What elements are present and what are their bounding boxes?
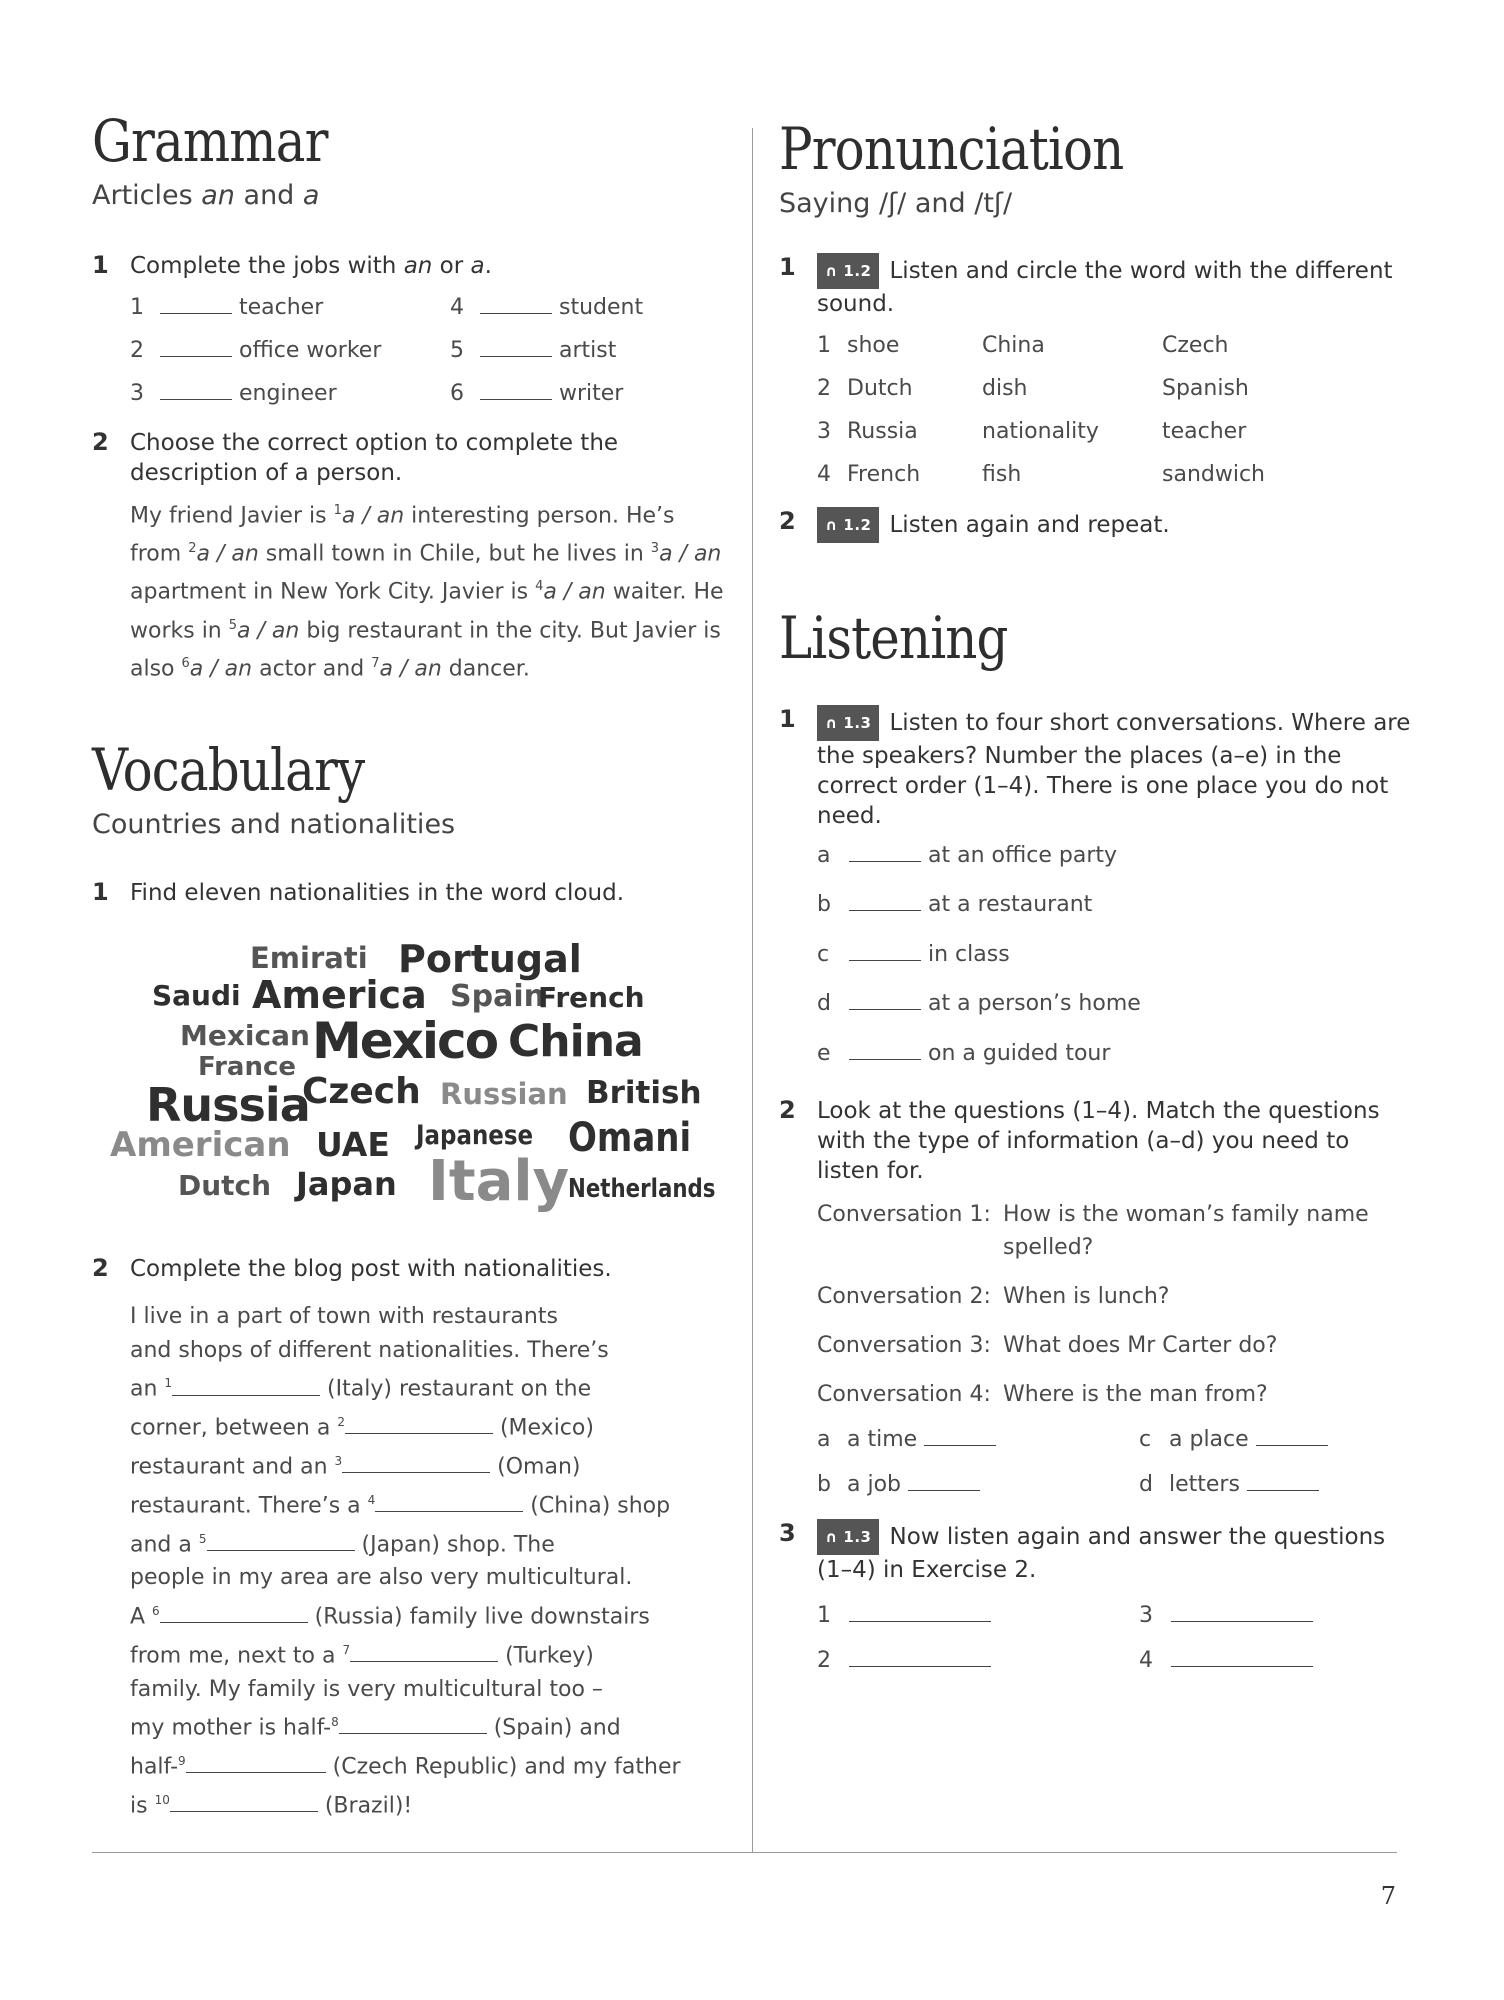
cloud-word: Italy	[428, 1149, 570, 1215]
answer-blank[interactable]	[849, 1009, 921, 1010]
word-option[interactable]: Dutch	[847, 375, 913, 401]
conversation-row: Conversation 1: How is the woman’s family name spelled?	[817, 1202, 1369, 1261]
answer-blank[interactable]	[172, 1395, 320, 1396]
word-option[interactable]: Russia	[847, 418, 918, 444]
answer-blank[interactable]	[849, 1059, 921, 1060]
cloud-word: Omani	[568, 1115, 692, 1162]
cloud-word: Mexico	[312, 1012, 498, 1071]
cloud-word: American	[110, 1125, 291, 1166]
page-number: 7	[1380, 1882, 1396, 1910]
option-choice[interactable]: a / an	[189, 656, 253, 682]
listening-exercise-1: 1 ∩ 1.3 Listen to four short conversations. Where are the speakers? Number the places (a–e) in the correct order (1–4). There is one place you do not need. a at an office party b at a restaurant c in class d at a person’s home e on a guided tour	[779, 705, 1419, 1091]
cloud-word: Russian	[440, 1077, 568, 1112]
answer-blank[interactable]	[160, 399, 232, 400]
grammar-title: Grammar	[92, 107, 328, 175]
word-option[interactable]: shoe	[847, 332, 900, 358]
cloud-word: British	[586, 1075, 702, 1112]
footer-rule	[92, 1852, 1397, 1853]
word-option[interactable]: nationality	[982, 418, 1099, 444]
answer-blank[interactable]	[339, 1733, 487, 1734]
answer-blank[interactable]	[849, 910, 921, 911]
listening-section	[779, 603, 1419, 1674]
vocabulary-exercise-1: 1 Find eleven nationalities in the word cloud.	[92, 878, 625, 907]
cloud-word: France	[198, 1052, 297, 1083]
cloud-word: America	[252, 973, 427, 1018]
audio-track-icon[interactable]: ∩ 1.2	[817, 507, 879, 543]
pronunciation-exercise-1: 1 ∩ 1.2 Listen and circle the word with the different sound. 1 shoe China Czech 2 Dutch dish Spanish 3 Russia nationality teacher 4 French fish sandwich	[779, 253, 1419, 487]
listening-exercise-3: 3 ∩ 1.3 Now listen again and answer the questions (1–4) in Exercise 2. 1 3 2 4	[779, 1519, 1419, 1673]
word-option[interactable]: dish	[982, 375, 1028, 401]
cloud-word: Japanese	[416, 1120, 534, 1152]
vocabulary-section	[92, 736, 732, 1822]
conversation-row: Conversation 3: What does Mr Carter do?	[817, 1333, 1278, 1359]
grammar-subtitle: Articles an and a	[92, 179, 320, 211]
word-table: 1 shoe China Czech 2 Dutch dish Spanish 3 Russia nationality teacher 4 French fish sandwich	[817, 333, 1419, 487]
option-choice[interactable]: a / an	[543, 579, 606, 605]
cloud-word: Dutch	[178, 1169, 272, 1203]
cloud-word: Netherlands	[568, 1174, 716, 1205]
word-cloud	[110, 922, 730, 1215]
option-choice[interactable]: a / an	[341, 503, 405, 529]
list-item: c in class	[817, 941, 1010, 967]
grammar-exercise-2: 2 Choose the correct option to complete the description of a person. My friend Javier is $^1$a / an interesting person. He’s from $^2$a / an small town in Chile, but he lives in $^3$a / an apartment in New York City. Javier is $^4$a / an waiter. He works in $^5$a / an big restaurant in the city. But Javier is also $^6$a / an actor and $^7$a / an dancer.	[92, 428, 732, 686]
list-item: a at an office party	[817, 842, 1118, 868]
listening-title: Listening	[779, 603, 1008, 672]
word-option[interactable]: French	[847, 461, 921, 487]
answer-blank[interactable]	[924, 1445, 996, 1446]
cloud-word: Emirati	[250, 941, 368, 976]
javier-paragraph: My friend Javier is $^1$a / an interesting person. He’s from $^2$a / an small town in Chile, but he lives in $^3$a / an apartment in New York City. Javier is $^4$a / an waiter. He works in $^5$a / an big restaurant in the city. But Javier is also $^6$a / an actor and $^7$a / an dancer.	[130, 502, 724, 682]
cloud-word: Mexican	[180, 1019, 310, 1053]
answer-blank[interactable]	[1171, 1621, 1313, 1622]
cloud-word: UAE	[316, 1125, 390, 1165]
answer-blank[interactable]	[160, 356, 232, 357]
cloud-word: Saudi	[152, 979, 241, 1013]
answer-blank[interactable]	[1256, 1445, 1328, 1446]
list-item: b at a restaurant	[817, 892, 1093, 918]
list-item: e on a guided tour	[817, 1040, 1111, 1066]
option-choice[interactable]: a / an	[659, 541, 722, 567]
pronunciation-section	[779, 115, 1419, 543]
word-option[interactable]: teacher	[1162, 418, 1247, 444]
vocabulary-subtitle: Countries and nationalities	[92, 809, 456, 841]
answer-blank[interactable]	[345, 1433, 493, 1434]
option-choice[interactable]: a / an	[196, 541, 259, 567]
answer-blank[interactable]	[908, 1490, 980, 1491]
pronunciation-subtitle: Saying /ʃ/ and /tʃ/	[779, 187, 1013, 219]
left-column	[92, 107, 732, 1823]
audio-track-icon[interactable]: ∩ 1.3	[817, 1519, 879, 1555]
answer-blank[interactable]	[480, 399, 552, 400]
answer-blank[interactable]	[1171, 1666, 1313, 1667]
right-column	[779, 115, 1419, 1674]
cloud-word: Japan	[296, 1165, 397, 1204]
answer-blank[interactable]	[350, 1661, 498, 1662]
list-item: d at a person’s home	[817, 991, 1141, 1017]
cloud-word: China	[508, 1016, 643, 1068]
answer-blank[interactable]	[207, 1550, 355, 1551]
grammar-ex2-instruction: Choose the correct option to complete the description of a person.	[130, 429, 619, 486]
answer-blank[interactable]	[849, 1621, 991, 1622]
audio-track-icon[interactable]: ∩ 1.2	[817, 253, 879, 289]
answer-blank[interactable]	[375, 1511, 523, 1512]
listening-exercise-2: 2 Look at the questions (1–4). Match the questions with the type of information (a–d) you need to listen for. Conversation 1: How is the woman’s family name spelled? Conversation 2: When is lunch? Conversation 3: What does Mr Carter do? Conversation 4: Where is the man from? a a time c a place b a job d letters	[779, 1096, 1419, 1497]
answer-blank[interactable]	[170, 1811, 318, 1812]
job-item: 3 engineer	[130, 380, 337, 406]
cloud-word: Czech	[302, 1071, 421, 1113]
job-item: 4 student	[450, 294, 644, 320]
column-divider	[752, 128, 753, 1853]
cloud-word: French	[538, 981, 645, 1015]
conversation-row: Conversation 2: When is lunch?	[817, 1284, 1170, 1310]
audio-track-icon[interactable]: ∩ 1.3	[817, 705, 879, 741]
places-list	[817, 843, 1419, 1091]
info-type-options: a a time c a place b a job d letters	[817, 1427, 1419, 1497]
grammar-ex1-instruction: Complete the jobs with an or a.	[130, 252, 492, 279]
pronunciation-title: Pronunciation	[779, 115, 1124, 183]
grammar-section	[92, 107, 732, 685]
conversation-row: Conversation 4: Where is the man from?	[817, 1382, 1268, 1408]
job-item: 6 writer	[450, 380, 624, 406]
cloud-word: Spain	[450, 979, 545, 1015]
jobs-list	[130, 295, 732, 406]
cloud-word: Russia	[146, 1078, 310, 1133]
cloud-word: Portugal	[398, 937, 582, 982]
vocabulary-exercise-2: 2 Complete the blog post with nationalities. I live in a part of town with restaurants and shops of different nationalities. There’s an $^1$ (Italy) restaurant on the corner, between a $^2$ (Mexico) restaurant and an $^3$ (Oman) restaurant. There’s a $^4$ (China) shop and a $^5$ (Japan) shop. The people in my area are also very multicultural. A $^6$ (Russia) family live downstairs from me, next to a $^7$ (Turkey) family. My family is very multicultural too – my mother is half-$^8$ (Spain) and half-$^9$ (Czech Republic) and my father is $^{10}$ (Brazil)!	[92, 1254, 732, 1822]
vocabulary-title: Vocabulary	[92, 736, 365, 805]
blog-post: I live in a part of town with restaurants and shops of different nationalities. There’s an $^1$ (Italy) restaurant on the corner, between a $^2$ (Mexico) restaurant and an $^3$ (Oman) restaurant. There’s a $^4$ (China) shop and a $^5$ (Japan) shop. The people in my area are also very multicultural. A $^6$ (Russia) family live downstairs from me, next to a $^7$ (Turkey) family. My family is very multicultural too – my mother is half-$^8$ (Spain) and half-$^9$ (Czech Republic) and my father is $^{10}$ (Brazil)!	[130, 1304, 681, 1819]
answer-blank[interactable]	[849, 960, 921, 961]
job-item: 1 teacher	[130, 294, 324, 320]
answer-lines: 1 3 2 4	[817, 1603, 1419, 1673]
word-option[interactable]: Czech	[1162, 332, 1229, 358]
answer-blank[interactable]	[342, 1472, 490, 1473]
word-option[interactable]: Spanish	[1162, 375, 1249, 401]
option-choice[interactable]: a / an	[379, 656, 442, 682]
grammar-exercise-1: 1 Complete the jobs with an or a. 1 teacher 4 student 2 office worker 5 artist 3 engineer 6 writer	[92, 251, 732, 406]
pronunciation-exercise-2: 2 ∩ 1.2 Listen again and repeat.	[779, 507, 1419, 543]
conversation-list	[817, 1198, 1419, 1411]
word-option[interactable]: fish	[982, 461, 1022, 487]
job-item: 5 artist	[450, 337, 617, 363]
answer-blank[interactable]	[480, 356, 552, 357]
answer-blank[interactable]	[1247, 1490, 1319, 1491]
answer-blank[interactable]	[849, 1666, 991, 1667]
answer-blank[interactable]	[480, 313, 552, 314]
option-choice[interactable]: a / an	[237, 618, 300, 644]
answer-blank[interactable]	[186, 1772, 326, 1773]
answer-blank[interactable]	[160, 1622, 308, 1623]
word-option[interactable]: sandwich	[1162, 461, 1265, 487]
answer-blank[interactable]	[849, 861, 921, 862]
job-item: 2 office worker	[130, 337, 382, 363]
word-option[interactable]: China	[982, 332, 1045, 358]
answer-blank[interactable]	[160, 313, 232, 314]
